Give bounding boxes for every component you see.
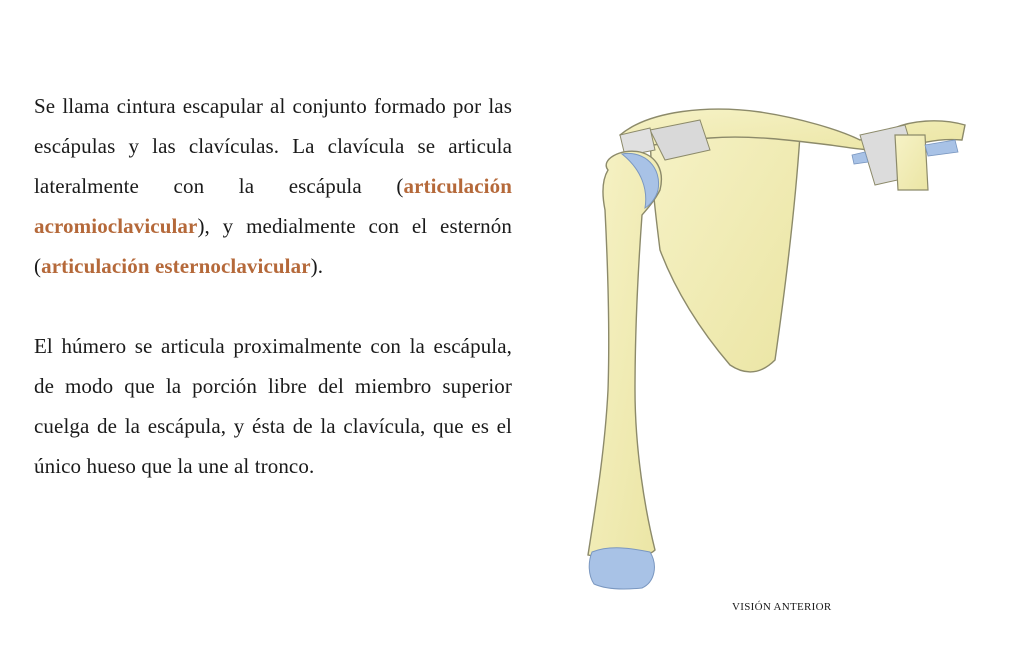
paragraph-text: ), y medialmente con el esternón ( <box>34 214 512 278</box>
text-column <box>34 86 512 526</box>
paragraph-text: Se llama cintura escapular al conjunto formado por las escápulas y las clavículas. La clavícula se articula lateralmente con la escápula ( <box>34 94 512 198</box>
link-articulacion-acromioclavicular[interactable]: articulación acromioclavicular <box>34 174 512 238</box>
sternoclavicular-cartilage <box>852 152 868 164</box>
first-rib-cartilage <box>925 140 958 156</box>
humerus-bone <box>588 151 661 558</box>
shoulder-girdle-illustration <box>560 90 1000 600</box>
figure-caption: VISIÓN ANTERIOR <box>732 601 832 613</box>
distal-humerus-cartilage <box>589 548 654 589</box>
shoulder-girdle-drawing <box>560 90 1000 600</box>
link-articulacion-esternoclavicular[interactable]: articulación esternoclavicular <box>41 254 311 278</box>
manubrium-bone <box>895 135 928 190</box>
paragraph-cintura-escapular <box>34 86 512 286</box>
paragraph-humero: El húmero se articula proximalmente con la escápula, de modo que la porción libre del miembro superior cuelga de la escápula, y ésta de la clavícula, que es el único hueso que la une al tronco. <box>34 334 512 478</box>
paragraph-text: ). <box>310 254 324 278</box>
